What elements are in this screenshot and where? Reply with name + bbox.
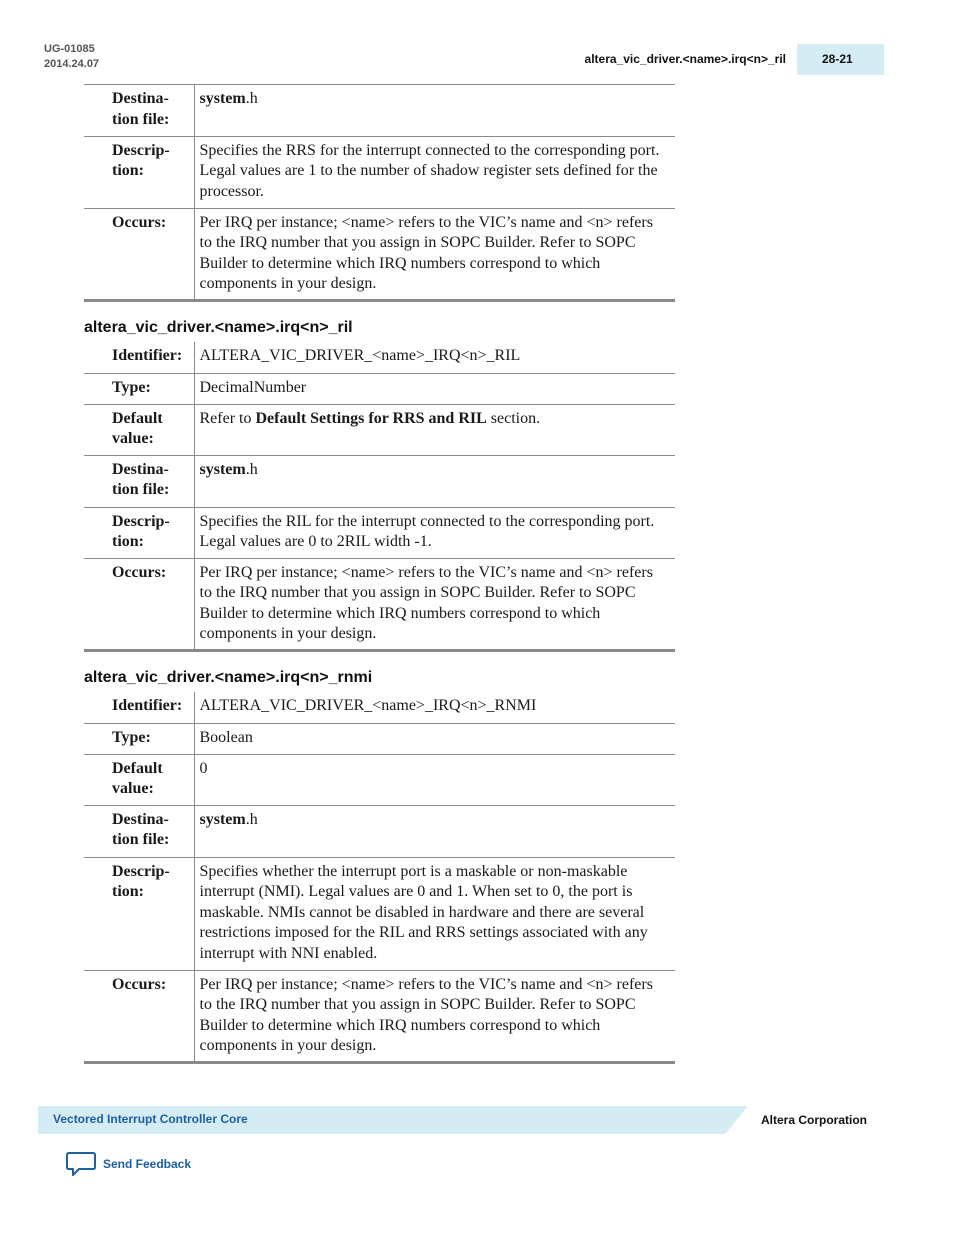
table-row: [84, 342, 675, 373]
row-value: ALTERA_VIC_DRIVER_<name>_IRQ<n>_RIL: [199, 347, 521, 364]
row-key: Descrip- tion:: [84, 507, 194, 558]
row-value: system.h: [199, 90, 258, 107]
parameter-table-rnmi: [84, 692, 675, 1062]
table-row: [84, 558, 675, 650]
row-value: system.h: [194, 805, 675, 857]
row-key: Default value:: [84, 754, 194, 805]
row-key: Type:: [84, 723, 194, 754]
table-row: [84, 455, 675, 507]
row-key: Occurs:: [84, 558, 194, 650]
row-key: Destina- tion file:: [84, 85, 194, 136]
table-row: [84, 805, 675, 857]
row-value: system.h: [194, 455, 675, 507]
footer-doc-title[interactable]: Vectored Interrupt Controller Core: [53, 1112, 248, 1126]
row-value: Per IRQ per instance; <name> refers to the VIC’s name and <n> refers to the IRQ number that you assign in SOPC Builder. Refer to SOPC Builder to determine which IRQ numbers correspond to which components in your design.: [194, 558, 675, 650]
row-key: Descrip- tion:: [84, 136, 194, 208]
footer-company: Altera Corporation: [761, 1113, 868, 1127]
table-row: [84, 85, 675, 136]
row-value: Refer to Default Settings for RRS and RIL section.: [194, 404, 675, 455]
row-key: Occurs:: [84, 208, 194, 300]
row-key: Descrip- tion:: [84, 857, 194, 970]
document-id-block: [44, 42, 99, 72]
row-key: Type:: [84, 373, 194, 404]
table-row: [84, 136, 675, 208]
parameter-table-ril: [84, 342, 675, 650]
row-value: Specifies the RIL for the interrupt connected to the corresponding port. Legal values are 0 to 2RIL width -1.: [194, 507, 675, 558]
table-row: [84, 857, 675, 970]
table-row: [84, 404, 675, 455]
row-key: Identifier:: [84, 692, 194, 723]
row-key: Default value:: [84, 404, 194, 455]
document-date: 2014.24.07: [44, 58, 100, 70]
row-value: Per IRQ per instance; <name> refers to the VIC’s name and <n> refers to the IRQ number that you assign in SOPC Builder. Refer to SOPC Builder to determine which IRQ numbers correspond to which components in your design.: [194, 970, 675, 1062]
section-title-ril: altera_vic_driver.<name>.irq<n>_ril: [84, 319, 353, 336]
table-row: [84, 970, 675, 1062]
parameter-table-continued: [84, 85, 675, 300]
row-value: DecimalNumber: [194, 373, 675, 404]
running-title: altera_vic_driver.<name>.irq<n>_ril: [584, 52, 786, 66]
row-value: Specifies whether the interrupt port is a maskable or non-maskable interrupt (NMI). Legal values are 0 and 1. When set to 0, the port is maskable. NMIs cannot be disabled in hardware and there are several restrictions imposed for the RIL and RRS settings associated with any interrupt with NNI enabled.: [194, 857, 675, 970]
table-row: [84, 208, 675, 300]
row-value: ALTERA_VIC_DRIVER_<name>_IRQ<n>_RNMI: [199, 697, 537, 714]
table-row: [84, 373, 675, 404]
table-bottom-rule: [84, 299, 675, 302]
table-row: [84, 692, 675, 723]
row-key: Identifier:: [84, 342, 194, 373]
table-bottom-rule: [84, 1061, 675, 1064]
row-key: Destina- tion file:: [84, 455, 194, 507]
section-title-rnmi: altera_vic_driver.<name>.irq<n>_rnmi: [84, 669, 373, 686]
row-value: Per IRQ per instance; <name> refers to the VIC’s name and <n> refers to the IRQ number that you assign in SOPC Builder. Refer to SOPC Builder to determine which IRQ numbers correspond to which components in your design.: [194, 208, 675, 300]
row-key: Destina- tion file:: [84, 805, 194, 857]
send-feedback-link[interactable]: [66, 1151, 191, 1177]
row-value: 0: [194, 754, 675, 805]
table-row: [84, 723, 675, 754]
send-feedback-label[interactable]: Send Feedback: [103, 1157, 192, 1171]
row-value: Specifies the RRS for the interrupt connected to the corresponding port. Legal values are 1 to the number of shadow register sets defined for the processor.: [194, 136, 675, 208]
table-row: [84, 754, 675, 805]
row-value: Boolean: [194, 723, 675, 754]
row-key: Occurs:: [84, 970, 194, 1062]
page-number: 28-21: [797, 44, 884, 75]
table-row: [84, 507, 675, 558]
document-id: UG-01085: [44, 43, 95, 55]
speech-bubble-icon: [66, 1151, 96, 1177]
table-bottom-rule: [84, 649, 675, 652]
